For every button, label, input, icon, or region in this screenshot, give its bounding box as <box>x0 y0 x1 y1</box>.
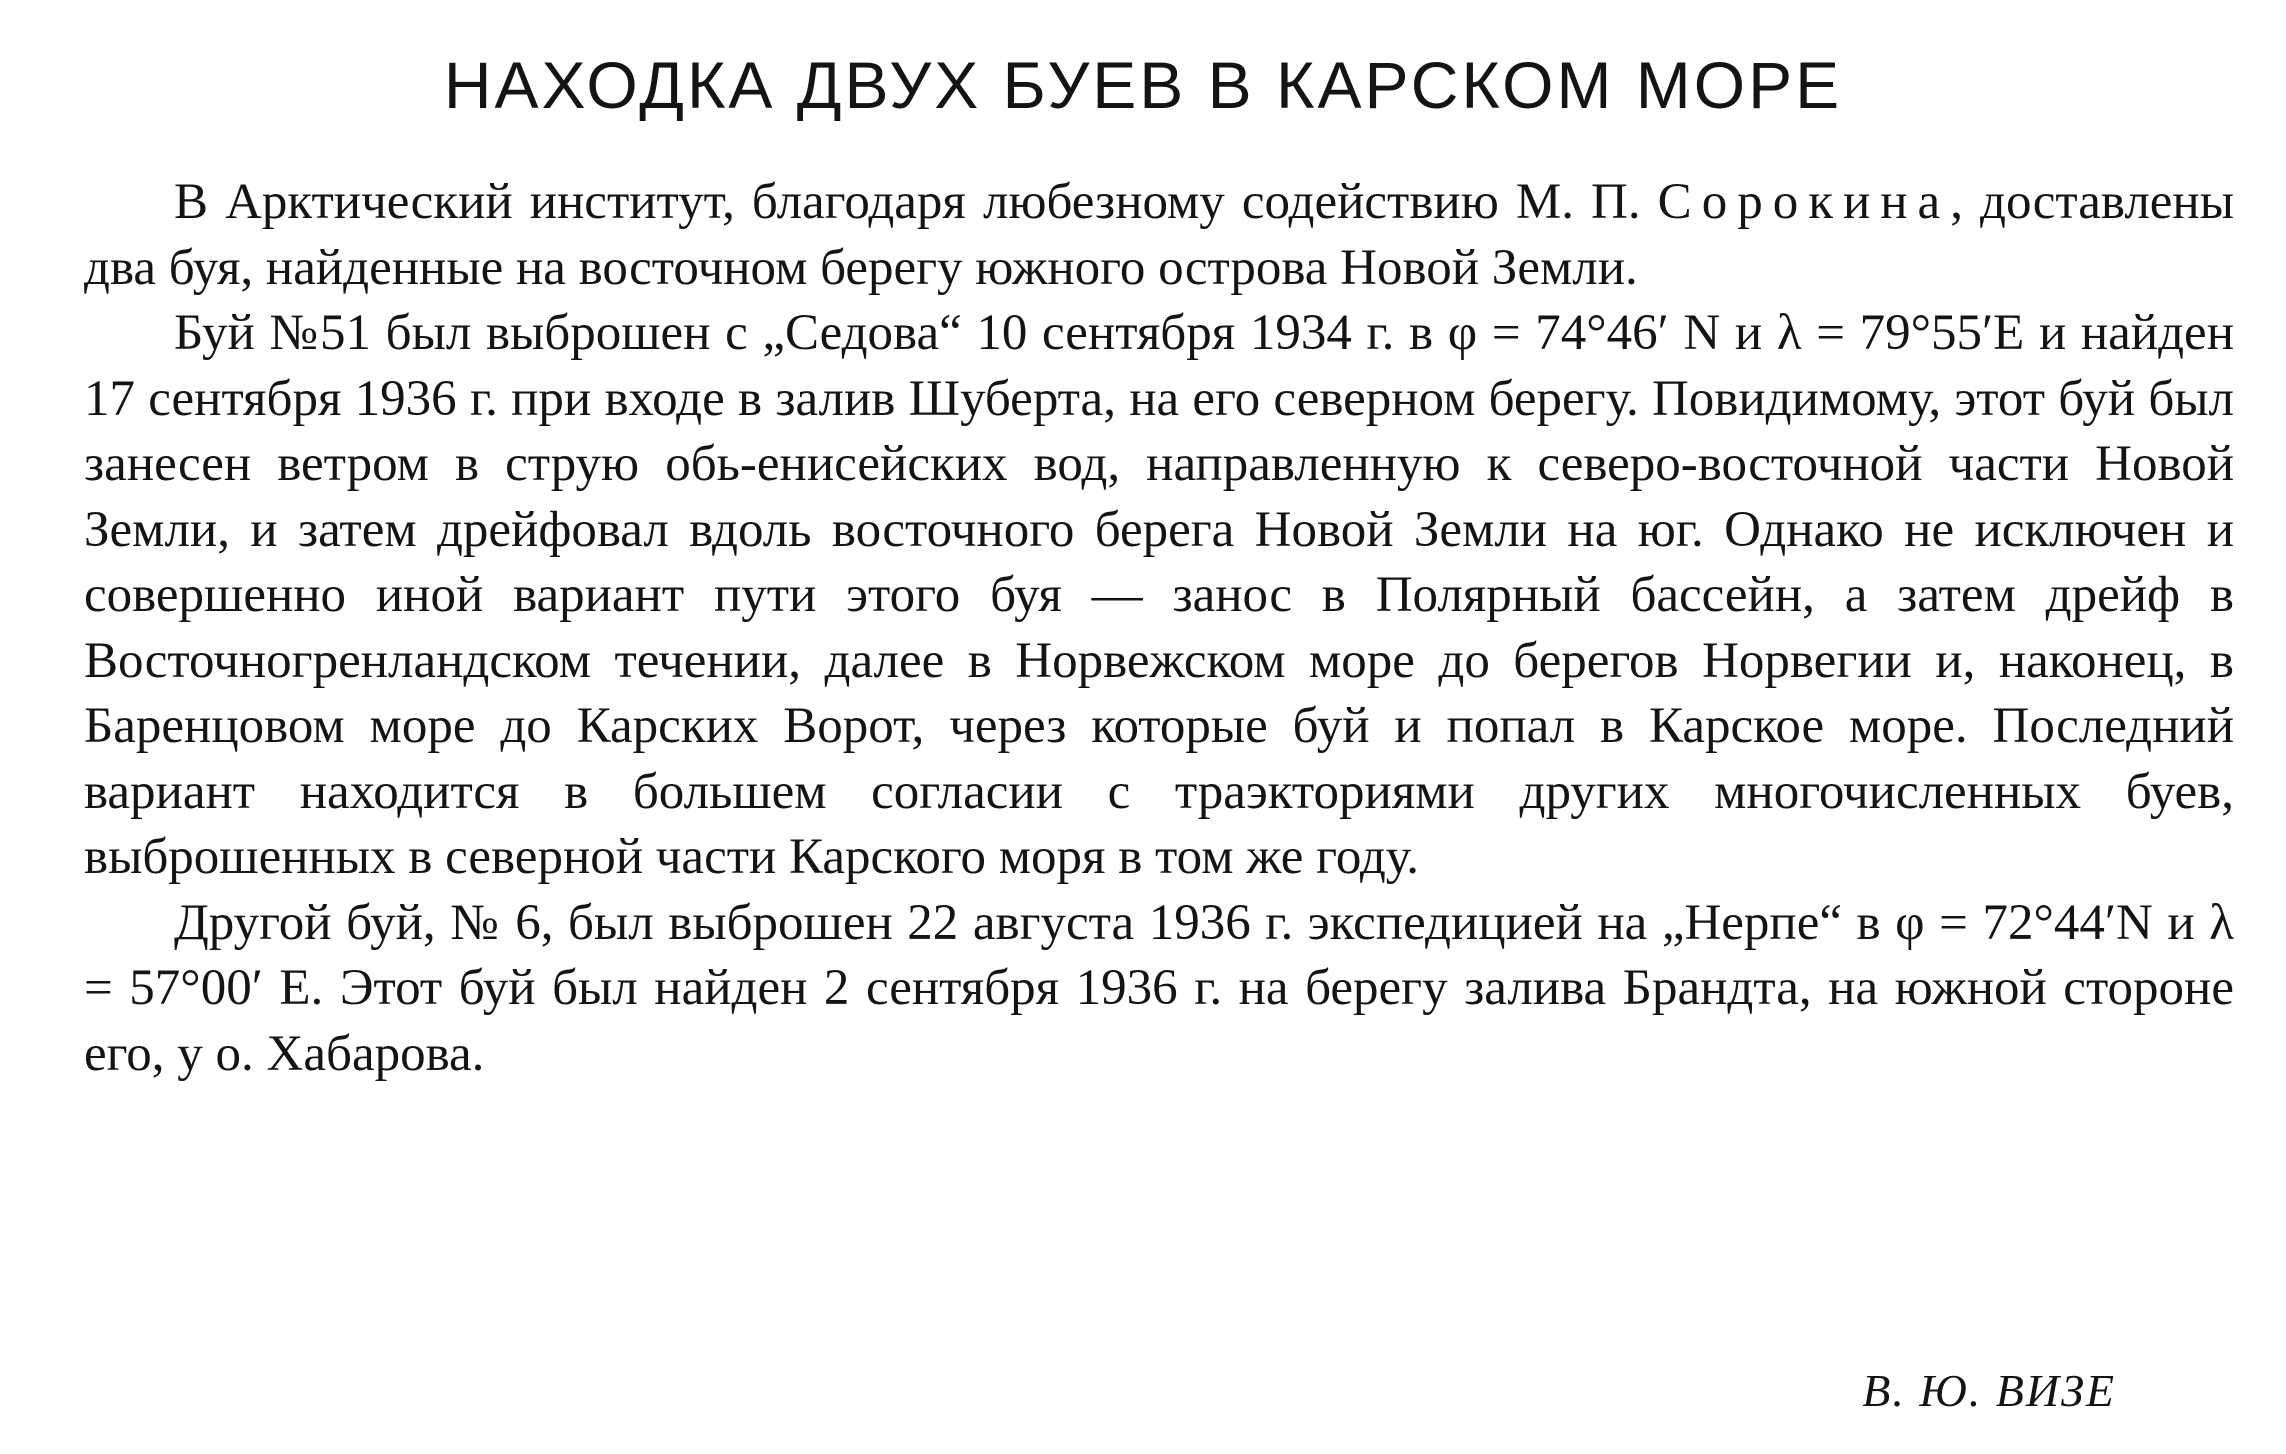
author-signature: В. Ю. ВИЗЕ <box>1862 1365 2116 1416</box>
document-title: НАХОДКА ДВУХ БУЕВ В КАРСКОМ МОРЕ <box>443 48 1843 122</box>
paragraph-1-text-after: , доставлены два буя, найденные на восточном берегу южного острова Новой Земли. <box>84 174 2234 296</box>
paragraph-1-text-before: В Арктический институт, благодаря любезному содействию М. П. <box>174 174 1658 230</box>
paragraph-2: Буй №51 был выброшен с „Седова“ 10 сентября 1934 г. в φ = 74°46′ N и λ = 79°55′E и найден 17 сентября 1936 г. при входе в залив Шуберта, на его северном берегу. Повидимому, этот буй был занесен ветром в струю обь-енисейских вод, направленную к северо-восточной части Новой Земли, и затем дрейфовал вдоль восточного берега Новой Земли на юг. Однако не исключен и совершенно иной вариант пути этого буя — занос в Полярный бассейн, а затем дрейф в Восточногренландском течении, далее в Норвежском море до берегов Норвегии и, наконец, в Баренцовом море до Карских Ворот, через которые буй и попал в Карское море. Последний вариант находится в большем согласии с траэкториями других многочисленных буев, выброшенных в северной части Карского моря в том же году. <box>84 305 2234 885</box>
paragraph-1 <box>84 170 2234 301</box>
paragraph-3: Другой буй, № 6, был выброшен 22 августа 1936 г. экспедицией на „Нерпе“ в φ = 72°44′N и λ = 57°00′ E. Этот буй был найден 2 сентября 1936 г. на берегу залива Брандта, на южной стороне его, у о. Хабарова. <box>84 894 2234 1082</box>
article-body <box>84 170 2234 1087</box>
author-name-spaced: Сорокина <box>1657 174 1951 230</box>
